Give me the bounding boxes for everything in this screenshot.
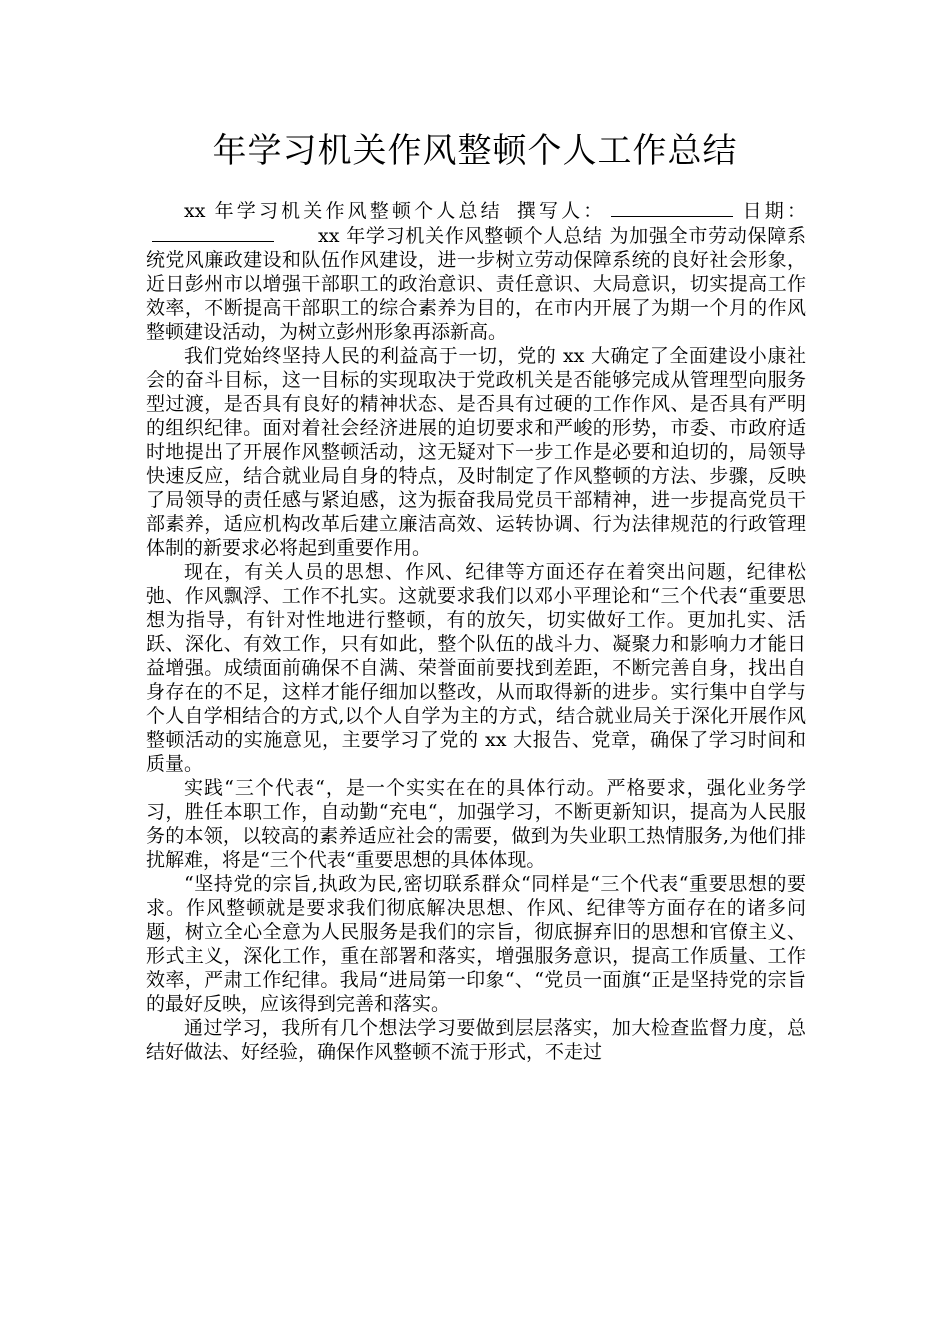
body-paragraph-4: “坚持党的宗旨,执政为民,密切联系群众“同样是“三个代表“重要思想的要求。作风整顿就是要求我们彻底解决思想、作风、纪律等方面存在的诸多问题，树立全心全意为人民服务是我们的宗旨，彻底摒弃旧的思想和官僚主义、形式主义，深化工作，重在部署和落实，增强服务意识，提高工作质量、工作效率，严肃工作纪律。我局“进局第一印象“、“党员一面旗“正是坚持党的宗旨的最好反映，应该得到完善和落实。 bbox=[146, 873, 806, 1015]
date-blank-underline bbox=[152, 223, 274, 242]
body-paragraph-1: 我们党始终坚持人民的利益高于一切，党的 xx 大确定了全面建设小康社会的奋斗目标，这一目标的实现取决于党政机关是否能够完成从管理型向服务型过渡，是否具有良好的精神状态、是否具有过硬的工作作风、是否具有严明的组织纪律。面对着社会经济进展的迫切要求和严峻的形势，市委、市政府适时地提出了开展作风整顿活动，这无疑对下一步工作是必要和迫切的，局领导快速反应，结合就业局自身的特点，及时制定了作风整顿的方法、步骤，反映了局领导的责任感与紧迫感，这为振奋我局党员干部精神，进一步提高党员干部素养，适应机构改革后建立廉洁高效、运转协调、行为法律规范的行政管理体制的新要求必将起到重要作用。 bbox=[146, 345, 806, 559]
body-paragraph-3: 实践“三个代表“，是一个实实在在的具体行动。严格要求，强化业务学习，胜任本职工作，自动勤“充电“，加强学习，不断更新知识，提高为人民服务的本领，以较高的素养适应社会的需要，做到为失业职工热情服务,为他们排扰解难，将是“三个代表“重要思想的具体体现。 bbox=[146, 777, 806, 871]
header-paragraph bbox=[146, 198, 806, 344]
document-title: 年学习机关作风整顿个人工作总结 bbox=[212, 131, 738, 171]
body-paragraph-2: 现在，有关人员的思想、作风、纪律等方面还存在着突出问题，纪律松弛、作风飘浮、工作不扎实。这就要求我们以邓小平理论和“三个代表“重要思想为指导，有针对性地进行整顿，有的放矢，切实做好工作。更加扎实、活跃、深化、有效工作，只有如此，整个队伍的战斗力、凝聚力和影响力才能日益增强。成绩面前确保不自满、荣誉面前要找到差距，不断完善自身，找出自身存在的不足，这样才能仔细加以整改，从而取得新的进步。实行集中自学与个人自学相结合的方式,以个人自学为主的方式，结合就业局关于深化开展作风整顿活动的实施意见，主要学习了党的 xx 大报告、党章，确保了学习时间和质量。 bbox=[146, 561, 806, 775]
subtitle-repeat-text: xx 年学习机关作风整顿个人总结 bbox=[318, 225, 603, 247]
author-blank-underline bbox=[611, 198, 733, 217]
first-paragraph-text: 为加强全市劳动保障系统党风廉政建设和队伍作风建设，进一步树立劳动保障系统的良好社会形象，近日彭州市以增强干部职工的政治意识、责任意识、大局意识，切实提高工作效率，不断提高干部职工的综合素养为目的，在市内开展了为期一个月的作风整顿建设活动，为树立彭州形象再添新高。 bbox=[146, 225, 806, 343]
document-body bbox=[146, 198, 806, 1064]
date-label: 日期： bbox=[739, 200, 806, 222]
author-label: 撰写人： bbox=[516, 200, 606, 222]
subtitle-text: xx 年学习机关作风整顿个人总结 bbox=[184, 200, 503, 222]
body-paragraph-5: 通过学习，我所有几个想法学习要做到层层落实，加大检查监督力度，总结好做法、好经验，确保作风整顿不流于形式，不走过 bbox=[146, 1017, 806, 1063]
